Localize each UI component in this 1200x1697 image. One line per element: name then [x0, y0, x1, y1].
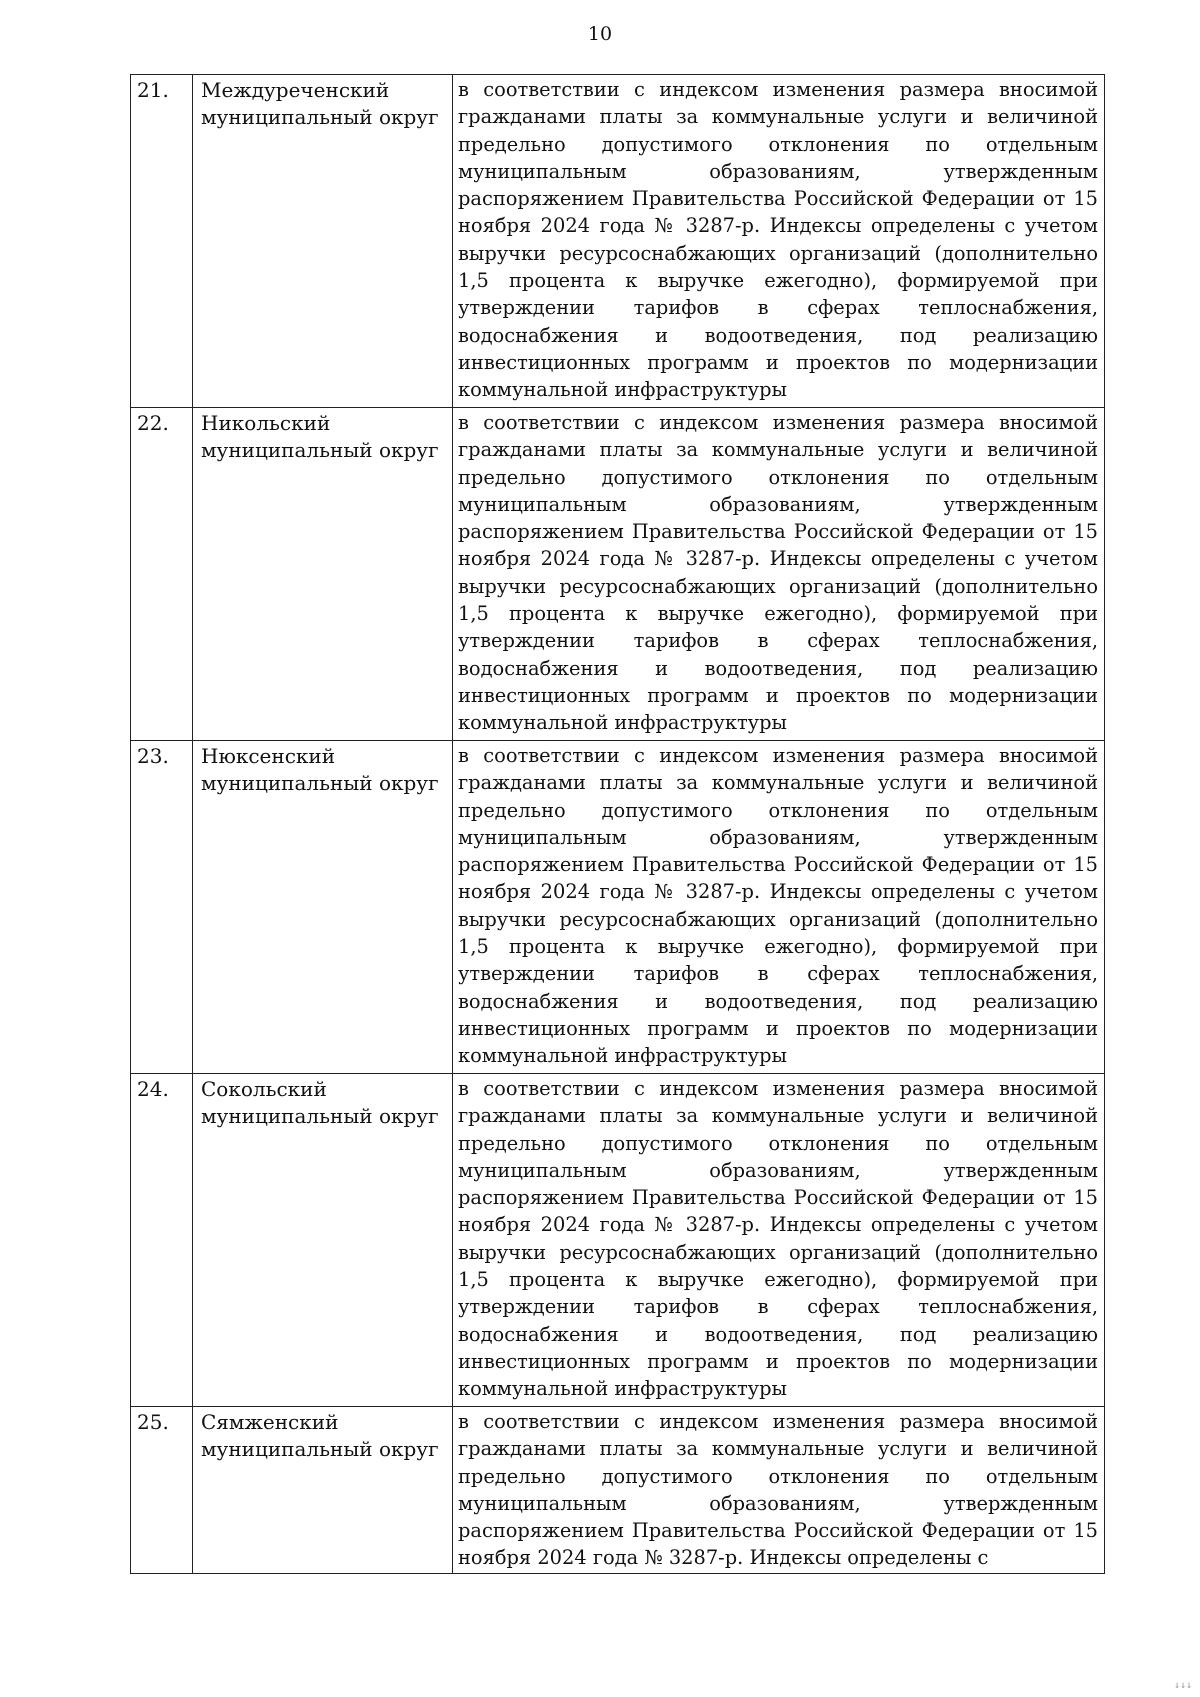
- municipality-name-line: Сямженский: [201, 1410, 339, 1434]
- row-description: в соответствии с индексом изменения размера вносимой гражданами платы за коммунальные услуги и величиной предельно допустимого отклонения по отдельным муниципальным образованиям, утвержденным распоряжением Правительства Российской Федерации от 15 ноября 2024 года № 3287-р. Индексы определены с: [453, 1407, 1105, 1574]
- municipality-type-line: муниципальный округ: [201, 1104, 439, 1128]
- municipality-type-line: муниципальный округ: [201, 438, 439, 462]
- row-number: 24.: [131, 1074, 193, 1407]
- row-number: 25.: [131, 1407, 193, 1574]
- municipality-type-line: муниципальный округ: [201, 1437, 439, 1461]
- page-number: 10: [587, 23, 613, 45]
- table-row: [131, 408, 1105, 741]
- table-row: [131, 741, 1105, 1074]
- row-description: в соответствии с индексом изменения размера вносимой гражданами платы за коммунальные услуги и величиной предельно допустимого отклонения по отдельным муниципальным образованиям, утвержденным распоряжением Правительства Российской Федерации от 15 ноября 2024 года № 3287-р. Индексы определены с учетом выручки ресурсоснабжающих организаций (дополнительно 1,5 процента к выручке ежегодно), формируемой при утверждении тарифов в сферах теплоснабжения, водоснабжения и водоотведения, под реализацию инвестиционных программ и проектов по модернизации коммунальной инфраструктуры: [453, 741, 1105, 1074]
- municipality-name: [193, 75, 453, 408]
- row-number: 21.: [131, 75, 193, 408]
- table-row: [131, 75, 1105, 408]
- row-description: в соответствии с индексом изменения размера вносимой гражданами платы за коммунальные услуги и величиной предельно допустимого отклонения по отдельным муниципальным образованиям, утвержденным распоряжением Правительства Российской Федерации от 15 ноября 2024 года № 3287-р. Индексы определены с учетом выручки ресурсоснабжающих организаций (дополнительно 1,5 процента к выручке ежегодно), формируемой при утверждении тарифов в сферах теплоснабжения, водоснабжения и водоотведения, под реализацию инвестиционных программ и проектов по модернизации коммунальной инфраструктуры: [453, 408, 1105, 741]
- municipality-name-line: Нюксенский: [201, 744, 336, 768]
- row-number: 22.: [131, 408, 193, 741]
- municipal-table: [130, 74, 1105, 1574]
- municipality-name-line: Междуреченский: [201, 78, 390, 102]
- row-description: в соответствии с индексом изменения размера вносимой гражданами платы за коммунальные услуги и величиной предельно допустимого отклонения по отдельным муниципальным образованиям, утвержденным распоряжением Правительства Российской Федерации от 15 ноября 2024 года № 3287-р. Индексы определены с учетом выручки ресурсоснабжающих организаций (дополнительно 1,5 процента к выручке ежегодно), формируемой при утверждении тарифов в сферах теплоснабжения, водоснабжения и водоотведения, под реализацию инвестиционных программ и проектов по модернизации коммунальной инфраструктуры: [453, 1074, 1105, 1407]
- municipality-name-line: Никольский: [201, 411, 331, 435]
- row-number: 23.: [131, 741, 193, 1074]
- municipality-name: [193, 408, 453, 741]
- municipality-name: [193, 1074, 453, 1407]
- municipality-type-line: муниципальный округ: [201, 105, 439, 129]
- municipality-type-line: муниципальный округ: [201, 771, 439, 795]
- table-row: [131, 1074, 1105, 1407]
- municipality-name: [193, 1407, 453, 1574]
- municipality-name-line: Сокольский: [201, 1077, 327, 1101]
- table-row: [131, 1407, 1105, 1574]
- row-description: в соответствии с индексом изменения размера вносимой гражданами платы за коммунальные услуги и величиной предельно допустимого отклонения по отдельным муниципальным образованиям, утвержденным распоряжением Правительства Российской Федерации от 15 ноября 2024 года № 3287-р. Индексы определены с учетом выручки ресурсоснабжающих организаций (дополнительно 1,5 процента к выручке ежегодно), формируемой при утверждении тарифов в сферах теплоснабжения, водоснабжения и водоотведения, под реализацию инвестиционных программ и проектов по модернизации коммунальной инфраструктуры: [453, 75, 1105, 408]
- municipality-name: [193, 741, 453, 1074]
- scan-corner-mark: ↓↓↓: [1173, 1680, 1192, 1691]
